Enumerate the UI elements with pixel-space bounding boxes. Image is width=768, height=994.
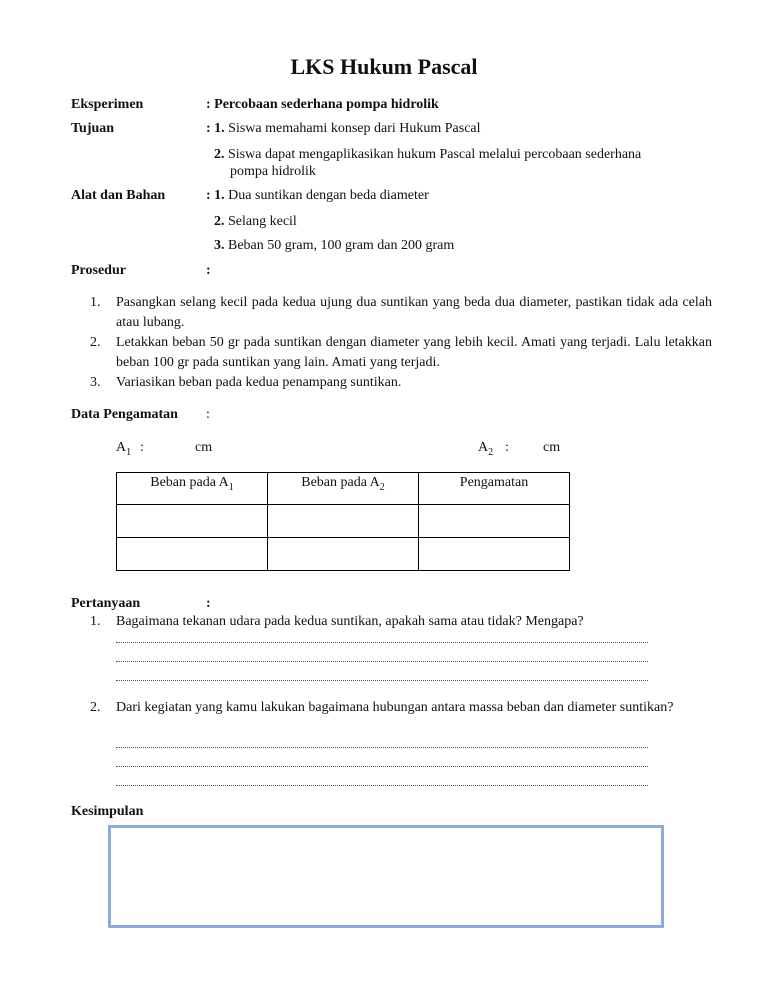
question-1 xyxy=(90,612,712,632)
header-text: Beban pada A xyxy=(150,475,229,490)
header-text: Beban pada A xyxy=(301,475,380,490)
alat-item-1-num: 1. xyxy=(214,188,225,203)
answer-line[interactable] xyxy=(116,754,648,767)
a1-unit: cm xyxy=(195,440,213,455)
tujuan-label: Tujuan xyxy=(71,121,115,136)
table-cell[interactable] xyxy=(268,538,419,571)
question-1-text: Bagaimana tekanan udara pada kedua suntikan, apakah sama atau tidak? Mengapa? xyxy=(116,614,584,629)
prosedur-colon: : xyxy=(206,263,211,278)
tujuan-item-1-text: Siswa memahami konsep dari Hukum Pascal xyxy=(228,121,481,136)
answer-line[interactable] xyxy=(116,773,648,786)
header-sub: 2 xyxy=(379,481,385,493)
a2-unit: cm xyxy=(543,440,561,455)
alat-item-2-text: Selang kecil xyxy=(228,214,297,229)
table-header-cell xyxy=(419,473,570,505)
question-2-text: Dari kegiatan yang kamu lakukan bagaimana hubungan antara massa beban dan diameter suntikan? xyxy=(116,700,674,715)
kesimpulan-box[interactable] xyxy=(108,825,664,928)
prosedur-step-text: Pasangkan selang kecil pada kedua ujung dua suntikan yang beda dua diameter, pastikan tidak ada celah atau lubang. xyxy=(116,295,712,330)
prosedur-label: Prosedur xyxy=(71,263,126,278)
question-2-num: 2. xyxy=(90,700,101,715)
tujuan-item-1: : 1. Siswa memahami konsep dari Hukum Pascal xyxy=(206,121,481,136)
prosedur-step-text: Variasikan beban pada kedua penampang suntikan. xyxy=(116,375,402,390)
observation-table xyxy=(116,472,570,571)
answer-line[interactable] xyxy=(116,630,648,643)
a2-letter: A xyxy=(478,440,489,455)
question-1-num: 1. xyxy=(90,614,101,629)
header-sub: 1 xyxy=(228,481,234,493)
alat-label: Alat dan Bahan xyxy=(71,188,166,203)
prosedur-step-num: 1. xyxy=(90,295,101,310)
a2-sep: : xyxy=(505,440,509,455)
prosedur-step xyxy=(90,373,712,393)
prosedur-list xyxy=(90,293,712,393)
question-2 xyxy=(90,699,712,716)
question-item xyxy=(90,699,712,716)
alat-item-3-text: Beban 50 gram, 100 gram dan 200 gram xyxy=(228,238,455,253)
answer-line[interactable] xyxy=(116,649,648,662)
question-item xyxy=(90,612,712,632)
table-cell[interactable] xyxy=(268,505,419,538)
a1-letter: A xyxy=(116,440,127,455)
a1-sep: : xyxy=(140,440,144,455)
pertanyaan-label: Pertanyaan xyxy=(71,596,141,611)
alat-item-2-num: 2. xyxy=(214,214,225,229)
prosedur-step xyxy=(90,333,712,373)
data-pengamatan-label: Data Pengamatan xyxy=(71,407,178,422)
table-header-cell xyxy=(117,473,268,505)
kesimpulan-label: Kesimpulan xyxy=(71,804,144,819)
answer-line[interactable] xyxy=(116,735,648,748)
alat-item-2 xyxy=(214,213,694,230)
page-title: LKS Hukum Pascal xyxy=(290,54,478,79)
a2-label xyxy=(478,440,493,458)
header-text: Pengamatan xyxy=(459,475,529,490)
a1-sub: 1 xyxy=(126,446,132,458)
alat-item-3-num: 3. xyxy=(214,238,225,253)
table-header-row xyxy=(117,473,570,505)
answer-line[interactable] xyxy=(116,668,648,681)
table-header-cell xyxy=(268,473,419,505)
prosedur-step xyxy=(90,293,712,333)
tujuan-item-2-text: Siswa dapat mengaplikasikan hukum Pascal melalui percobaan sederhana xyxy=(228,147,642,162)
alat-item-3 xyxy=(214,237,694,254)
tujuan-item-2-cont: pompa hidrolik xyxy=(230,164,316,179)
a1-label xyxy=(116,440,131,458)
data-pengamatan-colon: : xyxy=(206,407,210,422)
table-cell[interactable] xyxy=(117,538,268,571)
a2-sub: 2 xyxy=(488,446,494,458)
alat-item-1-text: Dua suntikan dengan beda diameter xyxy=(228,188,429,203)
prosedur-step-num: 2. xyxy=(90,335,101,350)
table-row xyxy=(117,505,570,538)
eksperimen-value: : Percobaan sederhana pompa hidrolik xyxy=(206,97,439,112)
table-cell[interactable] xyxy=(117,505,268,538)
prosedur-step-num: 3. xyxy=(90,375,101,390)
tujuan-item-2 xyxy=(214,146,694,180)
table-cell[interactable] xyxy=(419,505,570,538)
tujuan-item-1-num: 1. xyxy=(214,121,225,136)
table-row xyxy=(117,538,570,571)
tujuan-item-2-num: 2. xyxy=(214,147,225,162)
table-cell[interactable] xyxy=(419,538,570,571)
alat-item-1: : 1. Dua suntikan dengan beda diameter xyxy=(206,188,429,203)
pertanyaan-colon: : xyxy=(206,596,211,611)
eksperimen-label: Eksperimen xyxy=(71,97,144,112)
prosedur-step-text: Letakkan beban 50 gr pada suntikan dengan diameter yang lebih kecil. Amati yang terjadi. Lalu letakkan beban 100 gr pada suntikan yang lain. Amati yang terjadi. xyxy=(116,335,712,370)
